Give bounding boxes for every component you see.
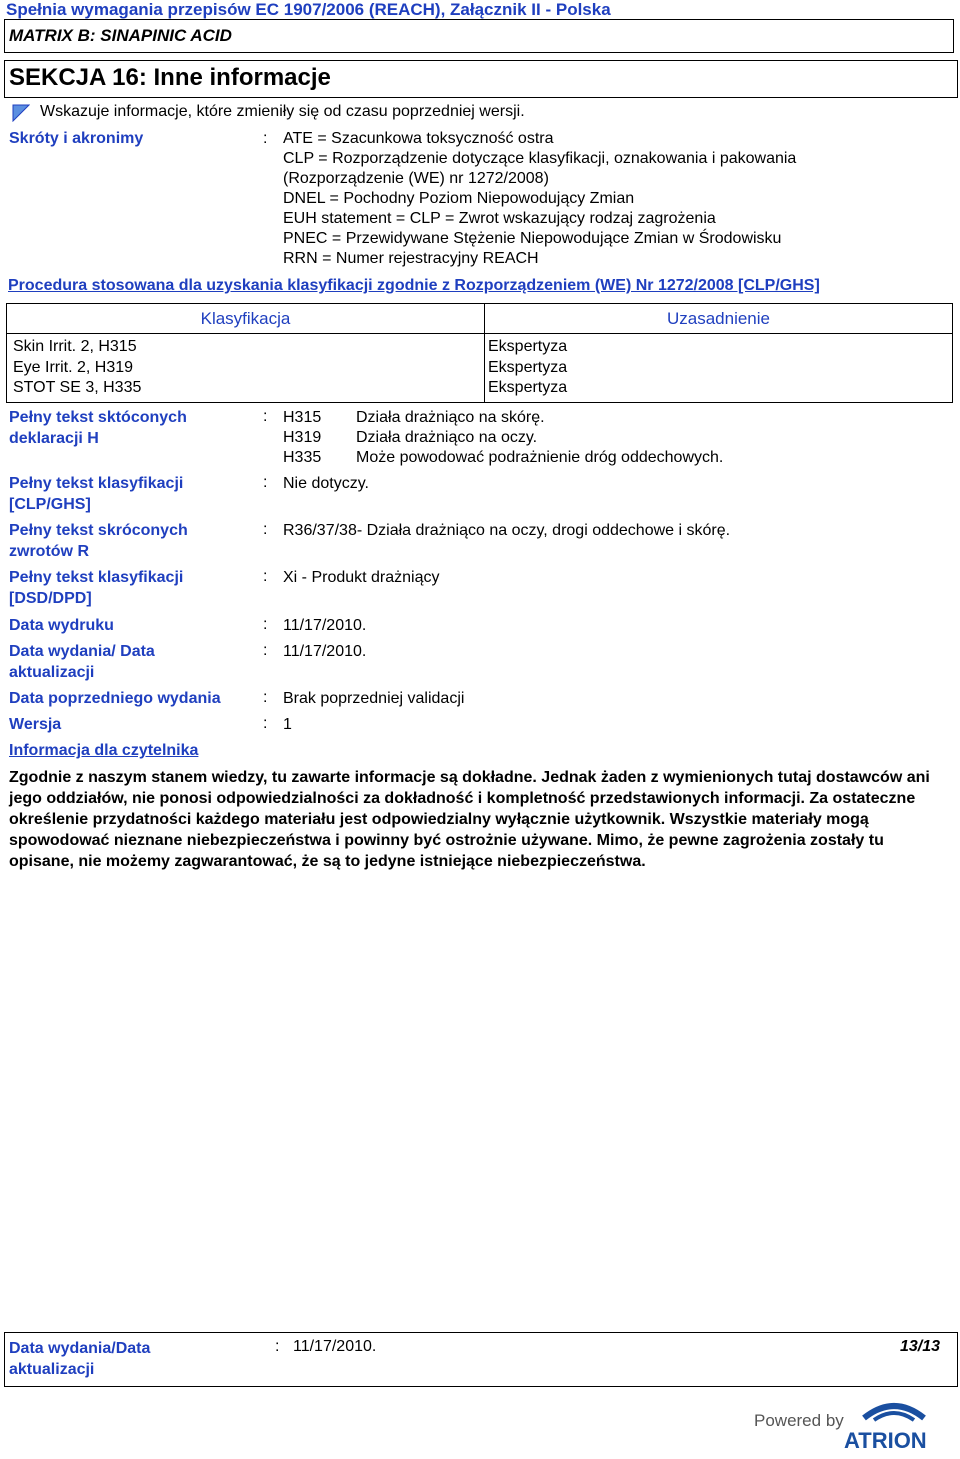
atrion-logo — [752, 1396, 958, 1452]
h-statement-row — [283, 448, 723, 468]
h-statement-row — [283, 408, 723, 428]
footer-date-label: Data wydania/Data aktualizacji — [9, 1340, 151, 1378]
footer-date-value: 11/17/2010. — [293, 1338, 377, 1355]
classification-item: Eye Irrit. 2, H319 — [13, 358, 134, 376]
abbreviation-line: EUH statement = CLP = Zwrot wskazujący rodzaj zagrożenia — [283, 210, 716, 227]
classification-header: Klasyfikacja — [7, 304, 485, 334]
disclaimer-text: Zgodnie z naszym stanem wiedzy, tu zawarte informacje są dokładne. Jednak żaden z wymienionych tutaj dostawców ani jego oddziałów, nie ponosi odpowiedzialności za dokładność i kompletność przedstawionych informacji. Za ostateczne określenie przydatności każdego materiału jest odpowiedzialny wyłącznie użytkownik. Wszystkie materiały mogą spowodować nieznane niebezpieczeństwa i powinny być ostrożnie używane. Mimo, że pewne zagrożenia zostały tu opisane, nie możemy zagwarantować, że są to jedyne istniejące niebezpieczeństwa. — [9, 769, 930, 870]
abbreviation-line: (Rozporządzenie (WE) nr 1272/2008) — [283, 170, 549, 187]
previous-issue-label: Data poprzedniego wydania — [9, 690, 221, 707]
h-text: Działa drażniąco na oczy. — [356, 429, 538, 446]
abbreviation-line: ATE = Szacunkowa toksyczność ostra — [283, 130, 554, 147]
r-phrases-label: Pełny tekst skróconych zwrotów R — [9, 522, 188, 560]
colon: : — [263, 642, 268, 659]
h-code: H315 — [283, 409, 322, 426]
product-name: MATRIX B: SINAPINIC ACID — [9, 26, 232, 45]
justification-item: Ekspertyza — [488, 358, 568, 376]
print-date-value: 11/17/2010. — [283, 617, 367, 634]
classification-cell — [7, 334, 485, 403]
colon: : — [263, 521, 268, 538]
colon: : — [263, 715, 268, 732]
r-phrases-value: R36/37/38- Działa drażniąco na oczy, drogi oddechowe i skórę. — [283, 522, 731, 539]
change-note: Wskazuje informacje, które zmieniły się od czasu poprzedniej wersji. — [40, 103, 525, 120]
justification-cell — [485, 334, 953, 403]
classification-table — [6, 303, 953, 403]
h-statement-row — [283, 428, 723, 448]
abbreviations-list — [283, 129, 796, 269]
page-number: 13/13 — [900, 1338, 941, 1355]
print-date-label: Data wydruku — [9, 617, 114, 634]
document-regulation-title: Spełnia wymagania przepisów EC 1907/2006 (REACH), Załącznik II - Polska — [6, 0, 611, 19]
h-text: Może powodować podrażnienie dróg oddechowych. — [356, 449, 724, 466]
classification-item: STOT SE 3, H335 — [13, 379, 142, 396]
h-code: H319 — [283, 429, 322, 446]
colon: : — [263, 408, 268, 425]
abbreviation-line: PNEC = Przewidywane Stężenie Niepowodujące Zmian w Środowisku — [283, 230, 782, 247]
change-flag-icon — [12, 104, 30, 122]
reader-info-label: Informacja dla czytelnika — [9, 742, 199, 759]
abbreviation-line: DNEL = Pochodny Poziom Niepowodujący Zmian — [283, 190, 635, 207]
section-title: SEKCJA 16: Inne informacje — [9, 64, 331, 91]
colon: : — [275, 1338, 280, 1355]
version-label: Wersja — [9, 716, 62, 733]
powered-by-text: Powered by — [754, 1411, 844, 1430]
h-statements-label: Pełny tekst sktóconych deklaracji H — [9, 409, 187, 447]
clp-value: Nie dotyczy. — [283, 475, 369, 492]
h-text: Działa drażniąco na skórę. — [356, 409, 545, 426]
justification-item: Ekspertyza — [488, 379, 568, 396]
colon: : — [263, 568, 268, 585]
justification-header: Uzasadnienie — [485, 304, 953, 334]
dsd-value: Xi - Produkt drażniący — [283, 569, 440, 586]
colon: : — [263, 616, 268, 633]
h-code: H335 — [283, 449, 322, 466]
colon: : — [263, 689, 268, 706]
justification-item: Ekspertyza — [488, 338, 568, 355]
dsd-label: Pełny tekst klasyfikacji [DSD/DPD] — [9, 569, 184, 607]
colon: : — [263, 474, 268, 491]
version-value: 1 — [283, 716, 292, 733]
brand-text: ATRION — [844, 1428, 927, 1452]
previous-issue-value: Brak poprzedniej validacji — [283, 690, 465, 707]
colon: : — [263, 130, 268, 147]
procedure-title: Procedura stosowana dla uzyskania klasyfikacji zgodnie z Rozporządzeniem (WE) Nr 1272/2008 [CLP/GHS] — [8, 277, 820, 294]
classification-item: Skin Irrit. 2, H315 — [13, 338, 137, 355]
abbreviation-line: CLP = Rozporządzenie dotyczące klasyfikacji, oznakowania i pakowania — [283, 150, 797, 167]
issue-date-label: Data wydania/ Data aktualizacji — [9, 643, 155, 681]
clp-label: Pełny tekst klasyfikacji [CLP/GHS] — [9, 475, 184, 513]
issue-date-value: 11/17/2010. — [283, 643, 367, 660]
h-statements-list — [283, 408, 723, 468]
abbreviations-label: Skróty i akronimy — [9, 130, 144, 147]
abbreviation-line: RRN = Numer rejestracyjny REACH — [283, 250, 539, 267]
